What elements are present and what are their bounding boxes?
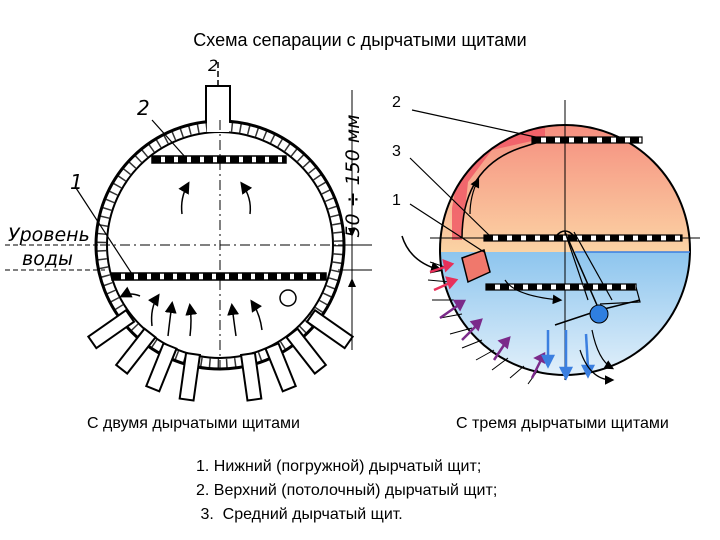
- middle-perforated-shield-right: [484, 235, 682, 241]
- right-separator-diagram: [402, 100, 700, 384]
- left-top-mark: 2: [208, 56, 219, 75]
- slide-title: Схема сепарации с дырчатыми щитами: [193, 30, 527, 50]
- legend-item: 3. Средний дырчатый щит.: [196, 506, 403, 523]
- right-label-3: 3: [392, 143, 401, 160]
- legend-list: [196, 455, 497, 527]
- left-label-1: 1: [70, 170, 83, 194]
- legend-item: 2. Верхний (потолочный) дырчатый щит;: [196, 482, 498, 499]
- right-caption: С тремя дырчатыми щитами: [456, 415, 669, 432]
- lower-perforated-shield-left: [112, 273, 326, 280]
- water-level-label-line1: Уровень: [8, 224, 90, 246]
- water-level-label-line2: воды: [22, 248, 73, 270]
- dimension-label: 50 ÷ 150 мм: [342, 114, 364, 238]
- upper-perforated-shield-left: [152, 156, 286, 163]
- upper-perforated-shield-right: [532, 137, 642, 143]
- left-caption: С двумя дырчатыми щитами: [87, 415, 300, 432]
- left-label-2: 2: [137, 96, 150, 120]
- right-label-2: 2: [392, 94, 401, 111]
- legend-item: 1. Нижний (погружной) дырчатый щит;: [196, 458, 482, 475]
- right-label-1: 1: [392, 192, 401, 209]
